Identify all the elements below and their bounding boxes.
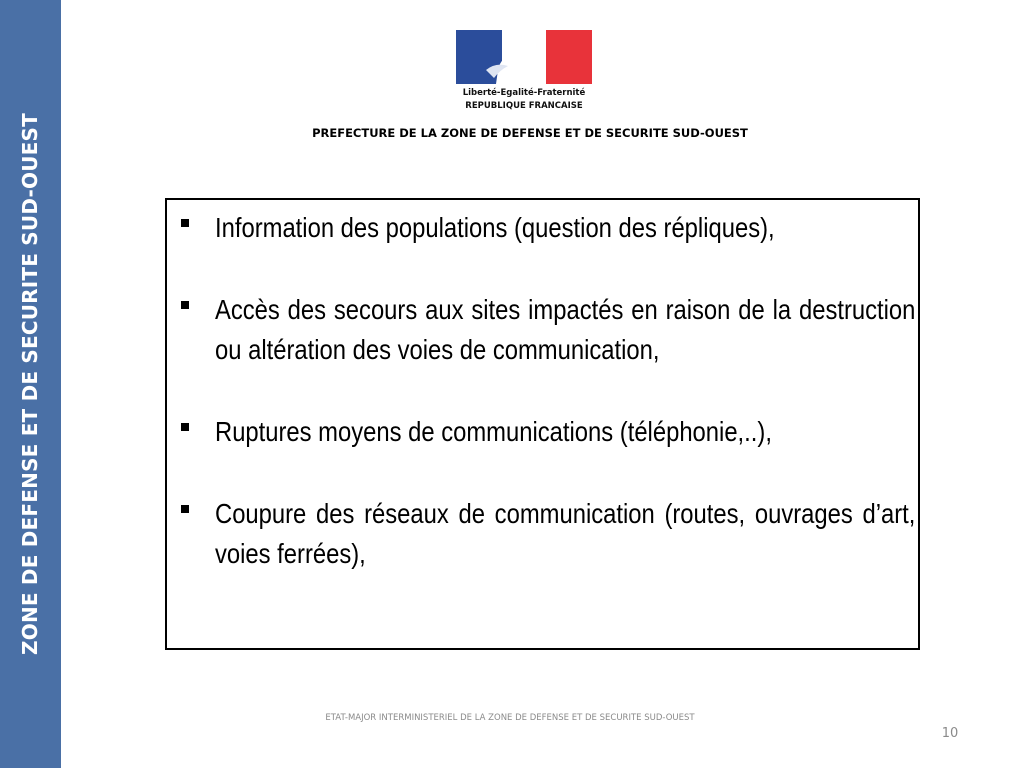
footer-text: ETAT-MAJOR INTERMINISTERIEL DE LA ZONE DE DEFENSE ET DE SECURITE SUD-OUEST xyxy=(325,713,695,723)
square-bullet-icon xyxy=(181,423,189,431)
square-bullet-icon xyxy=(181,301,189,309)
motto-text: Liberté-Egalité-Fraternité xyxy=(462,88,586,98)
republic-motto xyxy=(424,87,624,113)
marianne-logo-icon xyxy=(456,30,592,84)
page-number: 10 xyxy=(941,726,959,741)
bullet-text: Ruptures moyens de communications (téléphonie,..), xyxy=(215,416,772,447)
side-band xyxy=(0,0,61,768)
content-box xyxy=(165,198,920,650)
side-band-title: ZONE DE DEFENSE ET DE SECURITE SUD-OUEST xyxy=(18,113,42,655)
square-bullet-icon xyxy=(181,219,189,227)
square-bullet-icon xyxy=(181,505,189,513)
prefecture-title: PREFECTURE DE LA ZONE DE DEFENSE ET DE SECURITE SUD-OUEST xyxy=(312,126,748,140)
republic-name: REPUBLIQUE FRANCAISE xyxy=(465,101,583,111)
bullet-text: Coupure des réseaux de communication (routes, ouvrages d’art, voies ferrées), xyxy=(215,498,916,569)
bullet-text: Information des populations (question des répliques), xyxy=(215,212,775,243)
bullet-text: Accès des secours aux sites impactés en raison de la destruction ou altération des voies de communication, xyxy=(215,294,916,365)
